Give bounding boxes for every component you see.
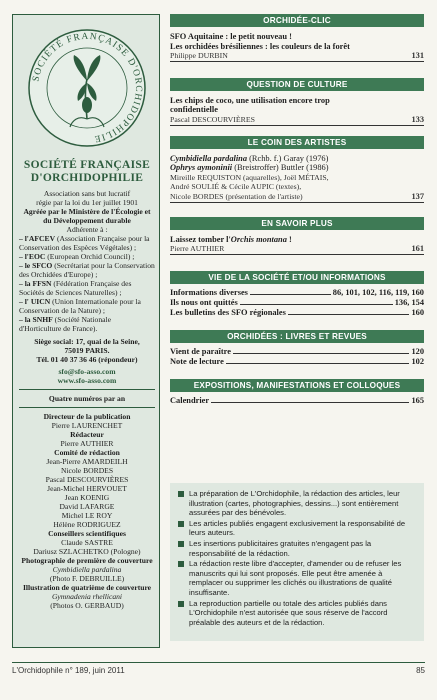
membership-item: – la SNHF (Société Nationale d'Horticulture de France). — [19, 315, 111, 333]
page-footer — [12, 662, 425, 679]
org-name-line2: D'ORCHIDOPHILIE — [30, 172, 144, 184]
toc-entry[interactable] — [170, 235, 424, 255]
membership-item: – le SFCO (Secrétariat pour la Conservation des Orchidées d'Europe) ; — [19, 261, 155, 279]
org-name-line1: SOCIÉTÉ FRANÇAISE — [23, 159, 151, 171]
divider — [19, 407, 155, 408]
credit-name: (Photo F. DEBRUILLE) — [49, 574, 125, 583]
entry-title: Les chips de coco, une utilisation encore trop — [170, 95, 330, 105]
table-of-contents — [170, 14, 424, 406]
entry-title: SFO Aquitaine : le petit nouveau ! — [170, 32, 292, 41]
credit-block — [19, 412, 155, 610]
note-item: Les articles publiés engagent exclusivement la responsabilité de leurs auteurs. — [178, 519, 418, 538]
entry-author: Philippe DURBIN 131 — [170, 51, 424, 61]
credit-name: (Photos O. GERBAUD) — [50, 601, 124, 610]
membership-item: – la FFSN (Fédération Française des Sociétés de Sciences Naturelles) ; — [19, 279, 132, 297]
note-item: La reproduction partielle ou totale des articles publiés dans L'Orchidophile n'est autorisée que sous réserve de l'accord préalable des auteurs et de la rédaction. — [178, 599, 418, 628]
address-line1: Siège social: 17, quai de la Seine, — [34, 337, 140, 346]
credit-name: Pierre LAURENCHET — [51, 421, 123, 430]
toc-row[interactable]: Informations diverses 86, 101, 102, 116, 119, 160 — [170, 287, 424, 297]
toc-entry[interactable] — [170, 32, 424, 62]
entry-author: Mireille REQUISTON (aquarelles), Joël MÉTAIS, — [170, 172, 329, 182]
credit-name: Jean-Michel HERVOUET — [47, 484, 127, 493]
credit-name: Jean-Pierre AMARDEILH — [46, 457, 128, 466]
toc-row[interactable]: Vient de paraître 120 — [170, 346, 424, 356]
assoc-line1: Association sans but lucratif — [43, 189, 131, 198]
note-item: Les insertions publicitaires gratuites n'engagent pas la responsabilité de la rédaction. — [178, 539, 418, 558]
phone: Tél. 01 40 37 36 46 (répondeur) — [36, 355, 138, 364]
page-number: 161 — [411, 244, 424, 254]
credit-role: Conseillers scientifiques — [48, 529, 126, 538]
email-link[interactable]: sfo@sfo-asso.com — [58, 367, 116, 376]
entry-title: Ophrys aymoninii (Breistroffer) Buttler (1986) — [170, 163, 329, 173]
credit-name: Michel LE ROY — [61, 511, 113, 520]
publisher-panel — [12, 14, 160, 648]
credit-name: Pierre AUTHIER — [60, 439, 114, 448]
credit-name: Claude SASTRE — [61, 538, 113, 547]
entry-title: confidentielle — [170, 105, 218, 115]
page-number: 137 — [411, 191, 424, 201]
assoc-line2: régie par la loi du 1er juillet 1901 — [36, 198, 138, 207]
entry-author: André SOULIÉ & Cécile AUPIC (textes), — [170, 182, 302, 192]
section-header-artistes: LE COIN DES ARTISTES — [170, 136, 424, 149]
bullet-square-icon — [178, 491, 184, 497]
section-header-livres: ORCHIDÉES : LIVRES ET REVUES — [170, 330, 424, 343]
section-header-expos: EXPOSITIONS, MANIFESTATIONS ET COLLOQUES — [170, 379, 424, 392]
membership-item: – l' UICN (Union Internationale pour la Conservation de la Nature) ; — [19, 297, 141, 315]
address-line2: 75019 PARIS. — [64, 346, 110, 355]
credit-role: Directeur de la publication — [43, 412, 131, 421]
toc-entry[interactable] — [170, 154, 424, 203]
entry-author: Pascal DESCOURVIÈRES 133 — [170, 114, 424, 124]
credit-name: Jean KOENIG — [64, 493, 110, 502]
credit-name: Hélène RODRIGUEZ — [53, 520, 121, 529]
toc-row[interactable]: Ils nous ont quittés 136, 154 — [170, 297, 424, 307]
logo-ring-text: SOCIÉTÉ FRANÇAISE D'ORCHIDOPHILIE — [31, 31, 144, 144]
credit-name: Pascal DESCOURVIÈRES — [45, 475, 129, 484]
entry-author: Pierre AUTHIER 161 — [170, 244, 424, 254]
credit-role: Illustration de quatrième de couverture — [22, 583, 152, 592]
sfo-logo — [26, 27, 148, 149]
entry-title: Les orchidées brésiliennes : les couleurs de la forêt — [170, 41, 350, 51]
agreed-line1: Agréée par le Ministère de l'Écologie et — [23, 207, 151, 216]
credit-role: Photographie de première de couverture — [21, 556, 153, 565]
page-number: 133 — [411, 114, 424, 124]
credit-role: Rédacteur — [70, 430, 104, 439]
editorial-notes — [170, 483, 424, 641]
membership-item: – l'AFCEV (Association Française pour la Conservation des Espèces Végétales) ; — [19, 234, 150, 252]
credit-name: David LAFARGE — [59, 502, 115, 511]
page-number: 131 — [411, 51, 424, 61]
adherente-label: Adhérente à : — [66, 225, 108, 234]
note-item: La rédaction reste libre d'accepter, d'amender ou de refuser les manuscrits qui lui sont proposés. Elle peut être amenée à remplacer ou supprimer les clichés ou illustrations de qualité insuffisante. — [178, 559, 418, 597]
section-header-vie: VIE DE LA SOCIÉTÉ ET/OU INFORMATIONS — [170, 271, 424, 284]
entry-author: Nicole BORDES (présentation de l'artiste) 137 — [170, 191, 424, 201]
section-header-orchidee-clic: ORCHIDÉE-CLIC — [170, 14, 424, 27]
membership-item: – l'EOC (European Orchid Council) ; — [19, 252, 135, 261]
credit-name: Dariusz SZLACHETKO (Pologne) — [33, 547, 141, 556]
agreed-line2: du Développement durable — [43, 216, 131, 225]
divider — [19, 389, 155, 390]
section-header-savoir: EN SAVOIR PLUS — [170, 217, 424, 230]
credit-role: Comité de rédaction — [54, 448, 120, 457]
issue-info: L'Orchidophile n° 189, juin 2011 — [12, 666, 125, 675]
toc-entry[interactable] — [170, 96, 424, 126]
issues-per-year: Quatre numéros par an — [48, 394, 126, 403]
toc-row[interactable]: Calendrier 165 — [170, 395, 424, 405]
credit-name: Gymnadenia rhellicani — [51, 592, 123, 601]
credit-name: Cymbidiella pardalina — [52, 565, 122, 574]
entry-title: Cymbidiella pardalina (Rchb. f.) Garay (1976) — [170, 153, 329, 163]
website-link[interactable]: www.sfo-asso.com — [57, 376, 117, 385]
page-number-footer: 85 — [416, 666, 425, 675]
toc-row[interactable]: Note de lecture 102 — [170, 356, 424, 366]
section-header-culture: QUESTION DE CULTURE — [170, 78, 424, 91]
bullet-square-icon — [178, 601, 184, 607]
bullet-square-icon — [178, 521, 184, 527]
note-item: La préparation de L'Orchidophile, la rédaction des articles, leur illustration (cartes, photographies, dessins...) sont entièrement assurées par des bénévoles. — [178, 489, 418, 518]
entry-title: Laissez tomber l'Orchis montana ! — [170, 234, 292, 244]
membership-list — [19, 234, 155, 333]
bullet-square-icon — [178, 541, 184, 547]
publisher-info — [19, 159, 155, 610]
credit-name: Nicole BORDES — [60, 466, 114, 475]
bullet-square-icon — [178, 561, 184, 567]
toc-row[interactable]: Les bulletins des SFO régionales 160 — [170, 307, 424, 317]
